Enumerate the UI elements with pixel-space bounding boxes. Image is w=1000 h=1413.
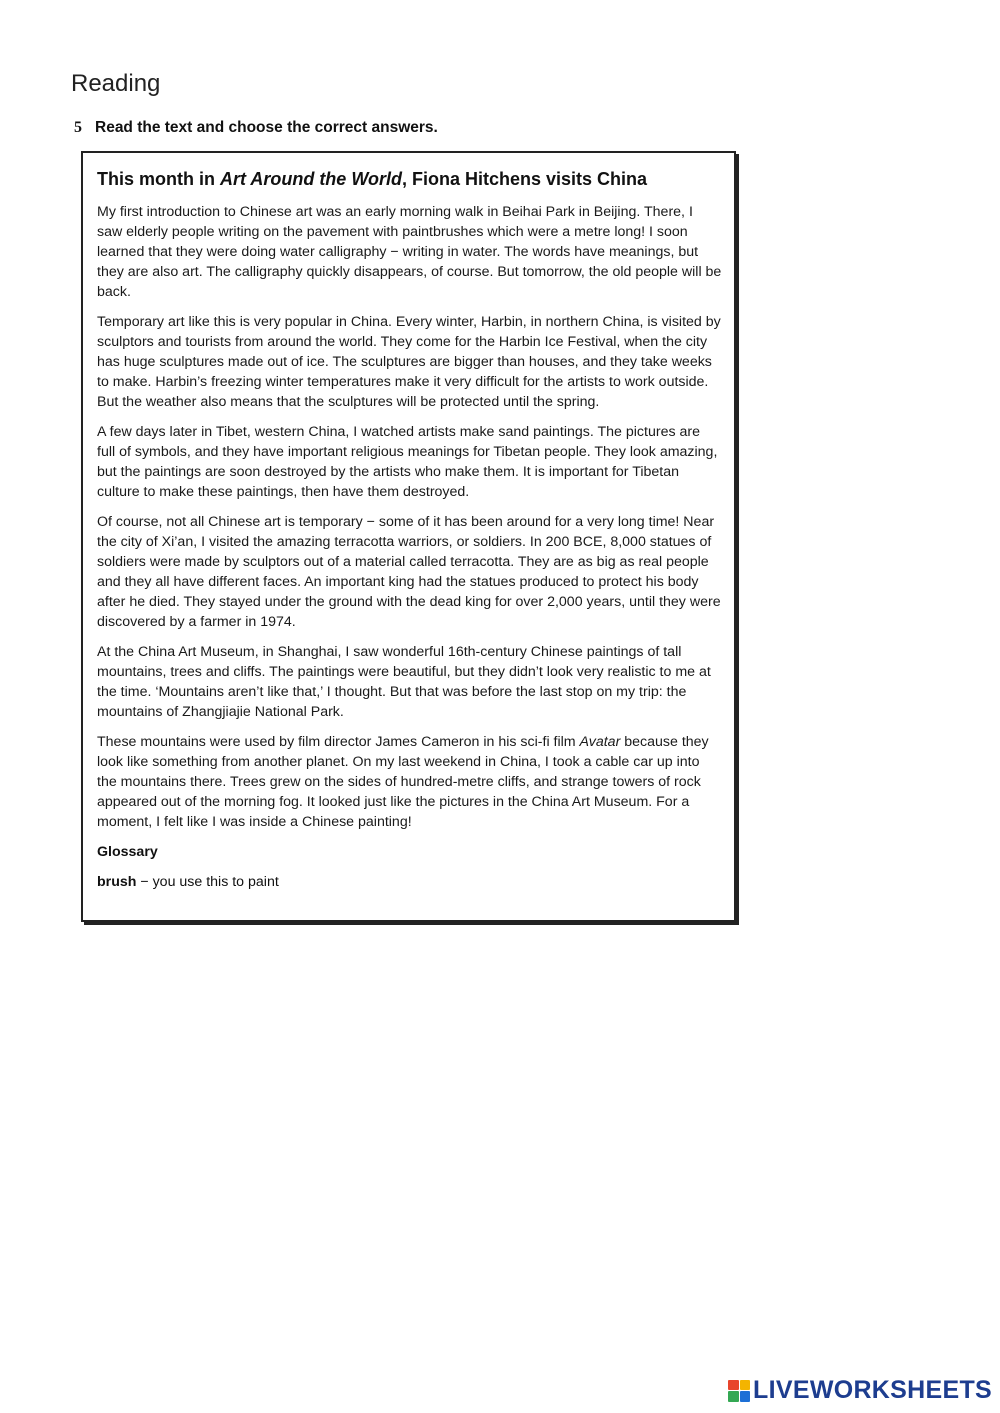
- article-title: [97, 167, 722, 191]
- article-paragraph: Of course, not all Chinese art is temporary − some of it has been around for a very long time! Near the city of Xi’an, I visited the amazing terracotta warriors, or soldiers. In 200 BCE, 8,000 statues of soldiers were made by sculptors out of a material called terracotta. They are as big as real people and they all have different faces. An important king had the statues produced to protect his body after he died. They stayed under the ground with the dead king for over 2,000 years, until they were discovered by a farmer in 1974.: [97, 514, 721, 630]
- last-paragraph-after: because they look like something from another planet. On my last weekend in China, I took a cable car up into the mountains there. Trees grew on the sides of hundred-metre cliffs, and strange towers of rock appeared out of the morning fog. It looked just like the pictures in the China Art Museum. For a moment, I felt like I was inside a Chinese painting!: [97, 734, 709, 830]
- film-title: Avatar: [579, 734, 621, 750]
- brand-text: LIVEWORKSHEETS: [753, 1376, 992, 1404]
- article-paragraph: At the China Art Museum, in Shanghai, I saw wonderful 16th-century Chinese paintings of tall mountains, trees and cliffs. The paintings were beautiful, but they didn’t look very realistic to me at the time. ‘Mountains aren’t like that,’ I thought. But that was before the last stop on my trip: the mountains of Zhangjiajie National Park.: [97, 644, 711, 720]
- glossary-term: brush: [97, 874, 137, 890]
- article-title-italic: Art Around the World: [220, 169, 402, 189]
- section-title: Reading: [71, 70, 161, 97]
- article-paragraph: A few days later in Tibet, western China, I watched artists make sand paintings. The pictures are full of symbols, and they have important religious meanings for Tibetan people. They look amazing, but the paintings are soon destroyed by the artists who make them. It is important for Tibetan culture to make these paintings, then have them destroyed.: [97, 424, 718, 500]
- glossary-heading: Glossary: [97, 844, 158, 860]
- glossary-item: [97, 872, 722, 892]
- article-title-suffix: , Fiona Hitchens visits China: [401, 169, 648, 189]
- last-paragraph-before: These mountains were used by film director James Cameron in his sci-fi film: [97, 734, 580, 750]
- liveworksheets-logo-icon: [728, 1380, 750, 1402]
- article-box: [81, 151, 736, 922]
- article-paragraph: Temporary art like this is very popular in China. Every winter, Harbin, in northern China, is visited by sculptors and tourists from around the world. They come for the Harbin Ice Festival, when the city has huge sculptures made out of ice. The sculptures are bigger than houses, and they take weeks to make. Harbin’s freezing winter temperatures make it very difficult for the artists to work outside. But the weather also means that the sculptures will be protected until the spring.: [97, 314, 721, 410]
- task-instruction: Read the text and choose the correct answers.: [95, 119, 438, 136]
- glossary-definition: − you use this to paint: [136, 874, 279, 890]
- liveworksheets-brand[interactable]: [728, 1376, 992, 1405]
- task-number: 5: [74, 119, 82, 136]
- article-title-prefix: This month in: [97, 169, 220, 189]
- task-instruction-row: [74, 119, 438, 137]
- article-paragraph-last: [97, 732, 722, 832]
- article-paragraph: My first introduction to Chinese art was an early morning walk in Beihai Park in Beijing. There, I saw elderly people writing on the pavement with paintbrushes which were a metre long! I soon learned that they were doing water calligraphy − writing in water. The words have meanings, but they are also art. The calligraphy quickly disappears, of course. But tomorrow, the old people will be back.: [97, 204, 722, 300]
